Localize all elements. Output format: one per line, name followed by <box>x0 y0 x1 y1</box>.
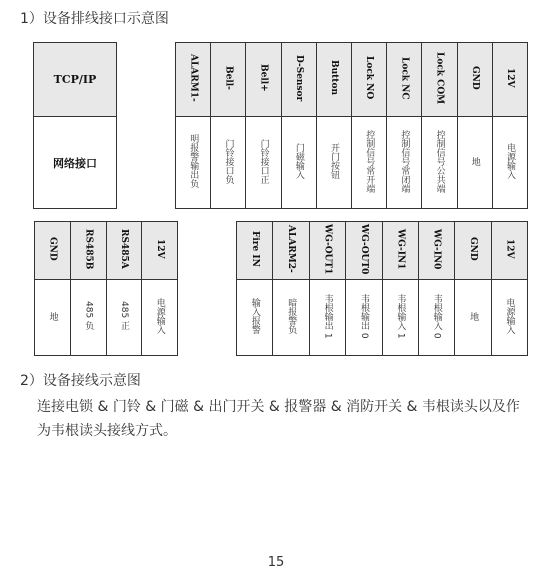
pin-header-cell <box>418 222 454 280</box>
pin-description: 韦根输出 1 <box>322 293 333 339</box>
pin-header-cell <box>422 43 457 117</box>
pin-name: ALARM2- <box>286 225 297 273</box>
pin-description: 地 <box>47 311 58 321</box>
pin-name: 12V <box>504 239 515 259</box>
pin-description: 暗报警负 <box>286 298 297 334</box>
pin-header-cell <box>70 222 106 280</box>
pin-header-cell <box>176 43 211 117</box>
pin-header-cell <box>106 222 142 280</box>
pin-description: 门铃接口负 <box>223 138 234 184</box>
pin-description-cell <box>176 117 211 209</box>
pin-description-cell <box>382 280 418 356</box>
pin-name: D-Sensor <box>293 54 304 102</box>
section-heading-1: 1）设备排线接口示意图 <box>20 11 169 27</box>
pin-header-cell <box>211 43 246 117</box>
pin-description: 控制信号公共端 <box>434 129 445 193</box>
pin-description: 开门按钮 <box>329 143 340 179</box>
pin-name: RS485A <box>119 229 130 269</box>
pin-name: Lock NO <box>364 56 375 100</box>
pin-name: Bell+ <box>258 64 269 92</box>
pin-header-cell <box>492 43 527 117</box>
pin-description: 电源输入 <box>505 143 516 179</box>
pin-description-cell <box>35 280 71 356</box>
pin-description-cell <box>281 117 316 209</box>
pin-header-cell <box>351 43 386 117</box>
pin-description-cell <box>418 280 454 356</box>
pin-description-cell <box>142 280 178 356</box>
pin-description: 电源输入 <box>154 298 165 334</box>
pin-header-cell <box>35 222 71 280</box>
pin-header-cell <box>387 43 422 117</box>
pin-description-cell <box>457 117 492 209</box>
pin-name: WG-OUT0 <box>358 223 369 275</box>
pin-description: 控制信号常开端 <box>364 129 375 193</box>
pin-description-cell <box>492 117 527 209</box>
pin-description-cell <box>246 117 281 209</box>
pin-description-cell <box>387 117 422 209</box>
pin-header-cell <box>237 222 273 280</box>
pin-description: 地 <box>469 156 480 166</box>
top-connector-table <box>175 42 528 209</box>
pin-description-cell <box>491 280 527 356</box>
tcp-ip-label: TCP/IP <box>34 43 117 117</box>
pin-header-cell <box>382 222 418 280</box>
pin-header-cell <box>316 43 351 117</box>
page-number: 15 <box>267 555 285 570</box>
pin-name: WG-IN0 <box>431 228 442 270</box>
pin-name: GND <box>47 237 58 261</box>
pin-name: WG-OUT1 <box>322 223 333 275</box>
pin-description: 控制信号常闭端 <box>399 129 410 193</box>
pin-name: GND <box>469 66 480 90</box>
pin-header-cell <box>246 43 281 117</box>
pin-name: 12V <box>154 239 165 259</box>
pin-description-cell <box>309 280 345 356</box>
pin-description: 485 负 <box>83 301 94 331</box>
pin-name: ALARM1- <box>188 54 199 102</box>
pin-name: Fire IN <box>249 231 260 267</box>
pin-name: GND <box>468 237 479 261</box>
pin-description-cell <box>106 280 142 356</box>
pin-header-cell <box>346 222 382 280</box>
wiring-description-line-1: 连接电锁 & 门铃 & 门磁 & 出门开关 & 报警器 & 消防开关 & 韦根读头以及作 <box>37 399 520 415</box>
pin-description-cell <box>273 280 309 356</box>
pin-name: Button <box>329 60 340 96</box>
pin-name: WG-IN1 <box>395 228 406 270</box>
pin-description: 门铃接口正 <box>258 138 269 184</box>
pin-description-cell <box>346 280 382 356</box>
pin-description-cell <box>316 117 351 209</box>
pin-header-cell <box>457 43 492 117</box>
pin-header-cell <box>142 222 178 280</box>
pin-description: 明报警输出负 <box>188 134 199 188</box>
pin-description: 韦根输入 1 <box>395 293 406 339</box>
wiring-description-line-2: 为韦根读头接线方式。 <box>37 423 177 439</box>
pin-name: Lock NC <box>399 56 410 100</box>
pin-name: 12V <box>505 68 516 88</box>
pin-description: 电源输入 <box>504 298 515 334</box>
pin-description: 输入报警 <box>249 298 260 334</box>
rs485-connector-table <box>34 221 178 356</box>
section-heading-2: 2）设备接线示意图 <box>20 373 141 389</box>
pin-description-cell <box>237 280 273 356</box>
tcp-ip-table <box>33 42 117 209</box>
pin-name: RS485B <box>83 228 94 270</box>
pin-description-cell <box>70 280 106 356</box>
pin-name: Bell- <box>223 66 234 90</box>
pin-header-cell <box>273 222 309 280</box>
network-interface-label: 网络接口 <box>34 117 117 209</box>
pin-description-cell <box>351 117 386 209</box>
pin-header-cell <box>281 43 316 117</box>
pin-description: 地 <box>468 311 479 321</box>
pin-description-cell <box>455 280 491 356</box>
pin-header-cell <box>491 222 527 280</box>
pin-description: 韦根输出 0 <box>358 293 369 339</box>
pin-description: 门磁输入 <box>293 143 304 179</box>
pin-description: 485 正 <box>119 301 130 331</box>
pin-description: 韦根输入 0 <box>431 293 442 339</box>
wiegand-connector-table <box>236 221 528 356</box>
pin-description-cell <box>422 117 457 209</box>
pin-description-cell <box>211 117 246 209</box>
pin-header-cell <box>455 222 491 280</box>
pin-header-cell <box>309 222 345 280</box>
pin-name: Lock COM <box>434 51 445 105</box>
